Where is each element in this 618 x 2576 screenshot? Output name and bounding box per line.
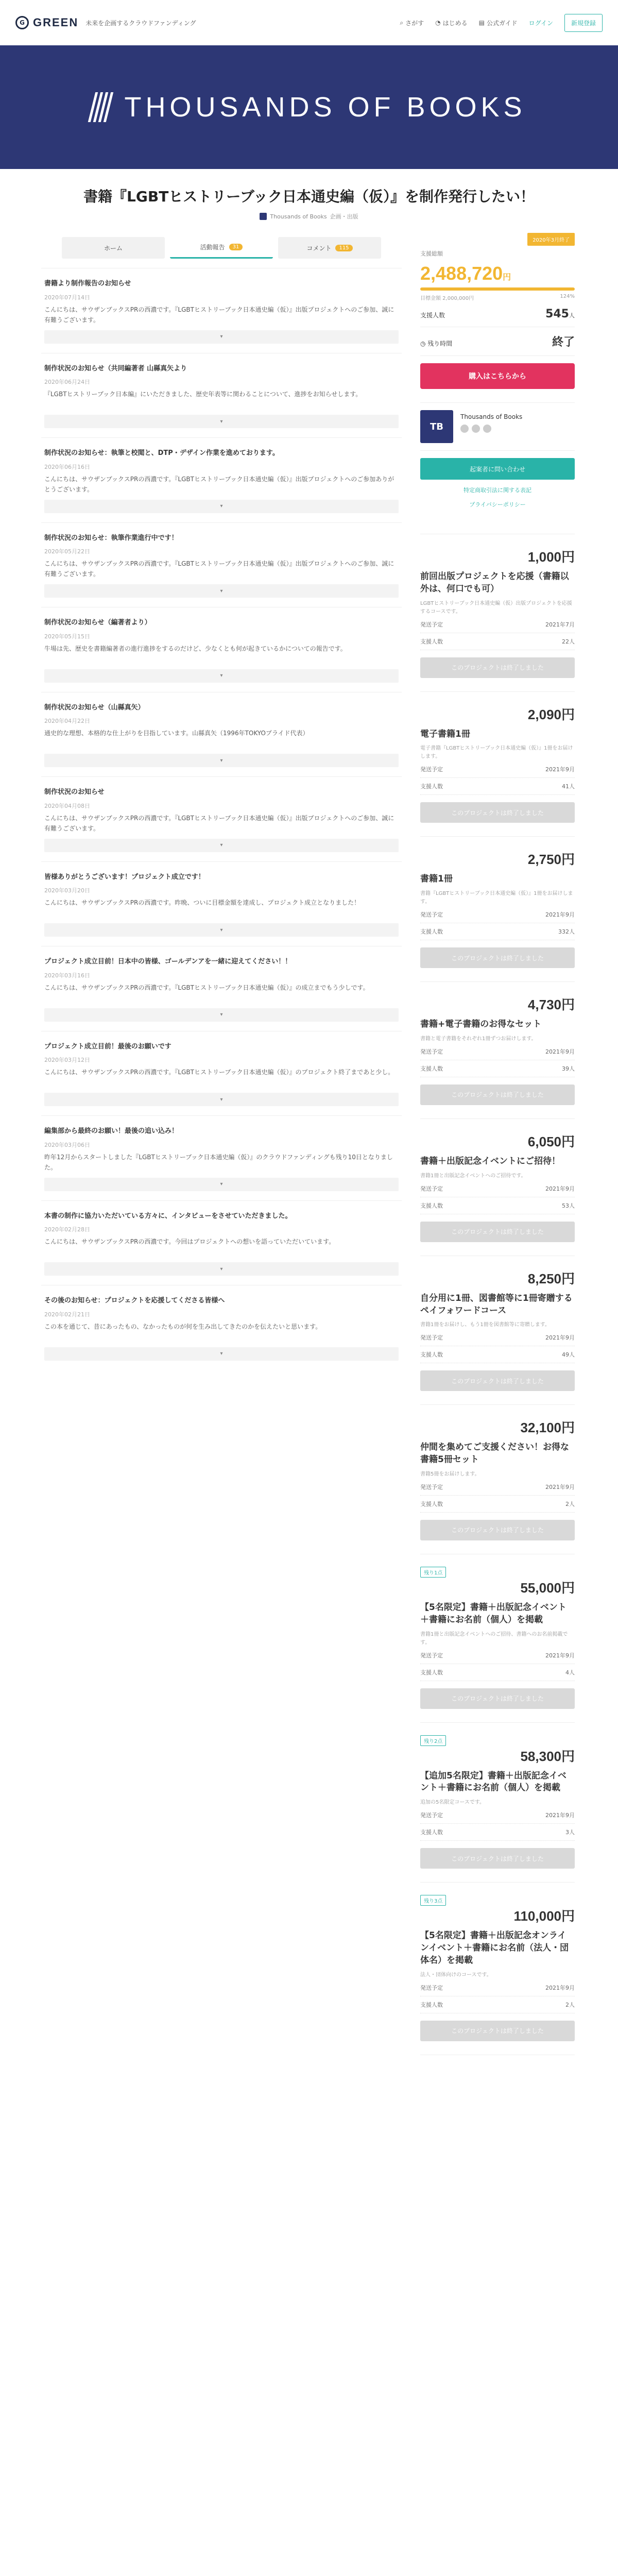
reward-ship-row: 発送予定 2021年9月 bbox=[420, 1180, 575, 1197]
owner-card bbox=[420, 402, 575, 451]
report-title[interactable]: プロジェクト成立目前！日本中の皆様、ゴールデンアを一緒に迎えてください！！ bbox=[44, 958, 292, 965]
clock-icon: ◷ 残り時間 bbox=[420, 340, 453, 347]
tab-count-badge: 115 bbox=[335, 245, 352, 251]
tab-count-badge: 31 bbox=[229, 244, 243, 250]
report-title[interactable]: 書籍より制作報告のお知らせ bbox=[44, 280, 131, 287]
read-more-button[interactable]: ▾ bbox=[44, 330, 399, 344]
project-header bbox=[0, 169, 618, 233]
report-excerpt: 牛場は先、歴史を書籍編著者の進行進捗をするのだけど、少なくとも何が起きているかについての報告です。 bbox=[44, 645, 347, 652]
signup-button[interactable]: 新規登録 bbox=[564, 14, 603, 32]
reward-closed-button: このプロジェクトは終了しました bbox=[420, 657, 575, 678]
reward-ship-row: 発送予定 2021年9月 bbox=[420, 1479, 575, 1496]
reward-title: 【5名限定】書籍＋出版記念イベント＋書籍にお名前（個人）を掲載 bbox=[420, 1602, 566, 1625]
reward-closed-button: このプロジェクトは終了しました bbox=[420, 2021, 575, 2041]
facebook-icon[interactable] bbox=[472, 425, 480, 433]
reward-count-row: 支援人数 2人 bbox=[420, 1496, 575, 1513]
reward-description: 書籍と電子書籍をそれぞれ1冊ずつお届けします。 bbox=[420, 1036, 537, 1042]
progress-fill bbox=[420, 287, 575, 291]
report-item[interactable] bbox=[41, 1031, 402, 1116]
report-date: 2020年06月24日 bbox=[44, 379, 90, 385]
reward-description: 書籍『LGBTヒストリーブック日本通史編（仮）』1冊をお届けします。 bbox=[420, 891, 573, 905]
reward-description: 書籍1冊と出版記念イベントへのご招待、書籍へのお名前掲載です。 bbox=[420, 1631, 568, 1646]
owner-name[interactable]: Thousands of Books bbox=[460, 413, 523, 420]
total-label: 支援総額 bbox=[420, 250, 443, 257]
report-item[interactable] bbox=[41, 946, 402, 1031]
read-more-button[interactable]: ▾ bbox=[44, 1008, 399, 1022]
reward-title: 前回出版プロジェクトを応援（書籍以外は、何口でも可） bbox=[420, 571, 569, 594]
reward-title: 自分用に1冊、図書館等に1冊寄贈するペイフォワードコース bbox=[420, 1293, 573, 1316]
project-owner[interactable]: Thousands of Books 企画・出版 bbox=[0, 212, 618, 221]
report-excerpt: こんにちは、サウザンブックスPRの西濃です。『LGBTヒストリーブック日本通史編（仮）』出版プロジェクトへのご参加、誠に有難うございます。 bbox=[44, 306, 394, 324]
reward-description: 書籍5冊をお届けします。 bbox=[420, 1471, 480, 1477]
twitter-icon[interactable] bbox=[460, 425, 469, 433]
reward-description: 書籍1冊をお届けし、もう1冊を図書館等に寄贈します。 bbox=[420, 1322, 550, 1328]
reward-ship-row: 発送予定 2021年9月 bbox=[420, 906, 575, 923]
reward-title: 【追加5名限定】書籍＋出版記念イベント＋書籍にお名前（個人）を掲載 bbox=[420, 1770, 566, 1793]
reward-price: 2,090円 bbox=[527, 706, 575, 722]
guide-icon: ▤ bbox=[478, 19, 485, 26]
reward-count-row: 支援人数 41人 bbox=[420, 778, 575, 795]
report-excerpt: こんにちは、サウザンブックスPRの西濃です。『LGBTヒストリーブック日本通史編（仮）』出版プロジェクトへのご参加、誠に有難うございます。 bbox=[44, 560, 394, 578]
reward-price: 1,000円 bbox=[527, 549, 575, 565]
report-excerpt: こんにちは、サウザンブックスPRの西濃です。今回はプロジェクトへの想いを語っていただいています。 bbox=[44, 1238, 335, 1245]
report-title[interactable]: 制作状況のお知らせ bbox=[44, 788, 105, 796]
report-date: 2020年03月16日 bbox=[44, 972, 90, 979]
owner-social-links bbox=[460, 425, 522, 433]
report-excerpt: 『LGBTヒストリーブック日本編』にいただきました、歴史年表等に関わることについて、進捗をお知らせします。 bbox=[44, 391, 362, 398]
report-excerpt: この本を通じて、昔にあったもの、なかったものが何を生み出してきたのかを伝えたいと思います。 bbox=[44, 1323, 322, 1330]
reward-closed-button: このプロジェクトは終了しました bbox=[420, 1222, 575, 1242]
top-nav bbox=[400, 14, 603, 32]
report-excerpt: こんにちは、サウザンブックスPRの西濃です。『LGBTヒストリーブック日本通史編（仮）』出版プロジェクトへのご参加、誠に有難うございます。 bbox=[44, 814, 394, 832]
report-item[interactable] bbox=[41, 1285, 402, 1370]
reward-card bbox=[420, 1119, 575, 1256]
reward-count-row: 支援人数 22人 bbox=[420, 633, 575, 650]
reward-closed-button: このプロジェクトは終了しました bbox=[420, 1084, 575, 1105]
reward-limit-badge: 残り3点 bbox=[420, 1895, 446, 1906]
reward-card bbox=[420, 1256, 575, 1405]
report-excerpt: 通史的な理想、本格的な仕上がりを目指しています。山縣真矢（1996年TOKYOプライド代表） bbox=[44, 730, 309, 737]
reward-card bbox=[420, 692, 575, 837]
goal-info: 目標金額 2,000,000円 124% bbox=[420, 294, 575, 301]
reward-card bbox=[420, 1405, 575, 1554]
read-more-button[interactable]: ▾ bbox=[44, 669, 399, 683]
report-excerpt: こんにちは、サウザンブックスPRの西濃です。昨晩、ついに目標金額を達成し、プロジェクト成立となりました！ bbox=[44, 899, 360, 906]
report-excerpt: こんにちは、サウザンブックスPRの西濃です。『LGBTヒストリーブック日本通史編（仮）』のプロジェクト終了まであと少し。 bbox=[44, 1069, 394, 1076]
reward-price: 110,000円 bbox=[513, 1908, 575, 1924]
owner-badge-icon bbox=[260, 213, 267, 220]
legal-link[interactable]: 特定商取引法に関する表記 bbox=[464, 487, 531, 494]
report-title[interactable]: 編集部から最終のお願い！最後の追い込み！ bbox=[44, 1127, 179, 1135]
read-more-button[interactable]: ▾ bbox=[44, 584, 399, 598]
nav-search[interactable]: ⌕ さがす bbox=[400, 19, 424, 27]
reward-price: 55,000円 bbox=[520, 1580, 575, 1596]
search-icon: ⌕ bbox=[400, 19, 404, 26]
read-more-button[interactable]: ▾ bbox=[44, 500, 399, 513]
buy-button[interactable]: 購入はこちらから bbox=[420, 363, 575, 389]
report-title[interactable]: 制作状況のお知らせ：執筆作業進行中です！ bbox=[44, 534, 178, 542]
read-more-button[interactable]: ▾ bbox=[44, 415, 399, 428]
report-date: 2020年06月16日 bbox=[44, 463, 90, 470]
reward-card bbox=[420, 1883, 575, 2055]
report-title[interactable]: プロジェクト成立目前！最後のお願いです bbox=[44, 1042, 171, 1050]
report-title[interactable]: 制作状況のお知らせ（共同編著者 山縣真矢より bbox=[44, 364, 187, 372]
read-more-button[interactable]: ▾ bbox=[44, 1347, 399, 1361]
reward-count-row: 支援人数 332人 bbox=[420, 923, 575, 940]
report-date: 2020年05月15日 bbox=[44, 633, 90, 640]
reward-card bbox=[420, 982, 575, 1119]
reward-count-row: 支援人数 53人 bbox=[420, 1197, 575, 1214]
reward-description: 電子書籍『LGBTヒストリーブック日本通史編（仮）』1冊をお届けします。 bbox=[420, 745, 573, 760]
read-more-button[interactable]: ▾ bbox=[44, 1178, 399, 1191]
reward-count-row: 支援人数 39人 bbox=[420, 1060, 575, 1077]
tab-reports[interactable]: 活動報告 31 bbox=[170, 237, 273, 259]
site-tagline: 未来を企画するクラウドファンディング bbox=[85, 19, 196, 27]
nav-guide[interactable]: ▤ 公式ガイド bbox=[478, 19, 518, 27]
reward-ship-row: 発送予定 2021年9月 bbox=[420, 1329, 575, 1346]
reward-title: 書籍1冊 bbox=[420, 874, 453, 885]
read-more-button[interactable]: ▾ bbox=[44, 1262, 399, 1276]
site-logo[interactable] bbox=[15, 16, 78, 29]
report-list bbox=[41, 268, 402, 1370]
reward-price: 4,730円 bbox=[527, 997, 575, 1013]
report-title[interactable]: 制作状況のお知らせ：執筆と校閲と、DTP・デザイン作業を進めております。 bbox=[44, 449, 279, 457]
reward-title: 書籍＋出版記念イベントにご招待！ bbox=[420, 1156, 560, 1166]
report-date: 2020年07月14日 bbox=[44, 294, 90, 301]
report-item[interactable] bbox=[41, 776, 402, 861]
report-date: 2020年03月20日 bbox=[44, 887, 90, 894]
reward-price: 6,050円 bbox=[527, 1133, 575, 1149]
reward-limit-badge: 残り2点 bbox=[420, 1735, 446, 1746]
reward-description: 書籍1冊と出版記念イベントへのご招待です。 bbox=[420, 1173, 526, 1179]
report-title[interactable]: 本書の制作に協力いただいている方々に、インタビューをさせていただきました。 bbox=[44, 1212, 292, 1220]
report-excerpt: こんにちは、サウザンブックスPRの西濃です。『LGBTヒストリーブック日本通史編（仮）』出版プロジェクトへのご参加ありがとうございます。 bbox=[44, 475, 394, 493]
report-title[interactable]: 制作状況のお知らせ（編著者より） bbox=[44, 619, 151, 626]
login-link[interactable]: ログイン bbox=[528, 19, 553, 27]
report-item[interactable] bbox=[41, 1115, 402, 1200]
report-date: 2020年02月21日 bbox=[44, 1311, 90, 1318]
reward-limit-badge: 残り1点 bbox=[420, 1567, 446, 1578]
reward-price: 8,250円 bbox=[527, 1270, 575, 1286]
reward-closed-button: このプロジェクトは終了しました bbox=[420, 947, 575, 968]
reward-card bbox=[420, 1723, 575, 1883]
report-item[interactable] bbox=[41, 353, 402, 438]
reward-closed-button: このプロジェクトは終了しました bbox=[420, 1520, 575, 1540]
reward-description: 追加の5名限定コースです。 bbox=[420, 1800, 485, 1806]
hero-title: THOUSANDS OF BOOKS bbox=[124, 92, 526, 123]
reward-price: 32,100円 bbox=[520, 1420, 575, 1436]
main-column bbox=[41, 233, 402, 2055]
owner-logo[interactable]: TB bbox=[420, 410, 453, 443]
reward-closed-button: このプロジェクトは終了しました bbox=[420, 802, 575, 823]
reward-ship-row: 発送予定 2021年9月 bbox=[420, 1807, 575, 1824]
tab-home[interactable]: ホーム bbox=[62, 237, 165, 259]
project-tabs bbox=[41, 233, 402, 268]
report-item[interactable] bbox=[41, 1200, 402, 1285]
website-icon[interactable] bbox=[483, 425, 491, 433]
progress-bar bbox=[420, 287, 575, 291]
status-badge: 2020年3月終了 bbox=[527, 233, 575, 246]
nav-start[interactable]: ◔ はじめる bbox=[435, 19, 468, 27]
report-item[interactable] bbox=[41, 607, 402, 692]
contact-owner-button[interactable]: 起案者に問い合わせ bbox=[420, 458, 575, 480]
report-title[interactable]: 皆様ありがとうございます！プロジェクト成立です！ bbox=[44, 873, 205, 881]
reward-title: 書籍+電子書籍のお得なセット bbox=[420, 1019, 542, 1030]
report-date: 2020年04月22日 bbox=[44, 718, 90, 724]
report-title[interactable]: その後のお知らせ：プロジェクトを応援してくださる皆様へ bbox=[44, 1297, 225, 1304]
project-title: 書籍『LGBTヒストリーブック日本通史編（仮）』を制作発行したい！ bbox=[83, 188, 535, 205]
read-more-button[interactable]: ▾ bbox=[44, 923, 399, 937]
report-date: 2020年03月06日 bbox=[44, 1141, 90, 1148]
privacy-link[interactable]: プライバシーポリシー bbox=[469, 501, 526, 508]
reward-description: LGBTヒストリーブック日本通史編（仮）出版プロジェクトを応援するコースです。 bbox=[420, 600, 572, 615]
reward-count-row: 支援人数 3人 bbox=[420, 1824, 575, 1841]
reward-ship-row: 発送予定 2021年9月 bbox=[420, 1043, 575, 1060]
report-title[interactable]: 制作状況のお知らせ（山縣真矢） bbox=[44, 703, 145, 711]
report-item[interactable] bbox=[41, 437, 402, 522]
reward-ship-row: 発送予定 2021年9月 bbox=[420, 1979, 575, 1996]
report-item[interactable] bbox=[41, 522, 402, 607]
logo-mark-icon: G bbox=[15, 16, 29, 29]
reward-title: 【5名限定】書籍＋出版記念オンラインイベント＋書籍にお名前（法人・団体名）を掲載 bbox=[420, 1930, 569, 1965]
reward-title: 電子書籍1冊 bbox=[420, 728, 470, 739]
reward-price: 58,300円 bbox=[520, 1748, 575, 1764]
reward-card bbox=[420, 534, 575, 692]
remaining-row: ◷ 残り時間 終了 bbox=[420, 327, 575, 356]
backers-row: 支援人数 545人 bbox=[420, 301, 575, 327]
reward-price: 2,750円 bbox=[527, 852, 575, 868]
hero-banner bbox=[0, 45, 618, 169]
reward-count-row: 支援人数 4人 bbox=[420, 1664, 575, 1681]
hero-logo-icon bbox=[88, 92, 113, 122]
read-more-button[interactable]: ▾ bbox=[44, 754, 399, 767]
site-header bbox=[0, 0, 618, 45]
reward-ship-row: 発送予定 2021年7月 bbox=[420, 616, 575, 633]
read-more-button[interactable]: ▾ bbox=[44, 839, 399, 852]
reward-description: 法人・団体向けのコースです。 bbox=[420, 1972, 492, 1978]
reward-list bbox=[420, 534, 575, 2055]
report-date: 2020年03月12日 bbox=[44, 1057, 90, 1063]
reward-ship-row: 発送予定 2021年9月 bbox=[420, 761, 575, 778]
side-column bbox=[420, 233, 575, 2055]
reward-card bbox=[420, 837, 575, 982]
report-item[interactable] bbox=[41, 861, 402, 946]
reward-closed-button: このプロジェクトは終了しました bbox=[420, 1848, 575, 1869]
reward-title: 仲間を集めてご支援ください！お得な書籍5冊セット bbox=[420, 1442, 569, 1465]
reward-closed-button: このプロジェクトは終了しました bbox=[420, 1688, 575, 1709]
logo-text: GREEN bbox=[33, 16, 79, 29]
report-date: 2020年02月28日 bbox=[44, 1226, 90, 1233]
total-amount: 2,488,720円 bbox=[420, 263, 511, 284]
reward-card bbox=[420, 1554, 575, 1723]
report-excerpt: こんにちは、サウザンブックスPRの西濃です。『LGBTヒストリーブック日本通史編（仮）』の成立までもう少しです。 bbox=[44, 984, 369, 991]
reward-count-row: 支援人数 2人 bbox=[420, 1996, 575, 2013]
reward-ship-row: 発送予定 2021年9月 bbox=[420, 1647, 575, 1664]
tab-comments[interactable]: コメント 115 bbox=[278, 237, 381, 259]
report-date: 2020年05月22日 bbox=[44, 548, 90, 555]
read-more-button[interactable]: ▾ bbox=[44, 1093, 399, 1106]
start-icon: ◔ bbox=[435, 19, 441, 26]
report-item[interactable] bbox=[41, 692, 402, 777]
report-date: 2020年04月08日 bbox=[44, 802, 90, 809]
reward-count-row: 支援人数 49人 bbox=[420, 1346, 575, 1363]
reward-closed-button: このプロジェクトは終了しました bbox=[420, 1370, 575, 1391]
report-item[interactable] bbox=[41, 268, 402, 353]
report-excerpt: 昨年12月からスタートしました『LGBTヒストリーブック日本通史編（仮）』のクラウドファンディングも残り10日となりました。 bbox=[44, 1153, 393, 1171]
